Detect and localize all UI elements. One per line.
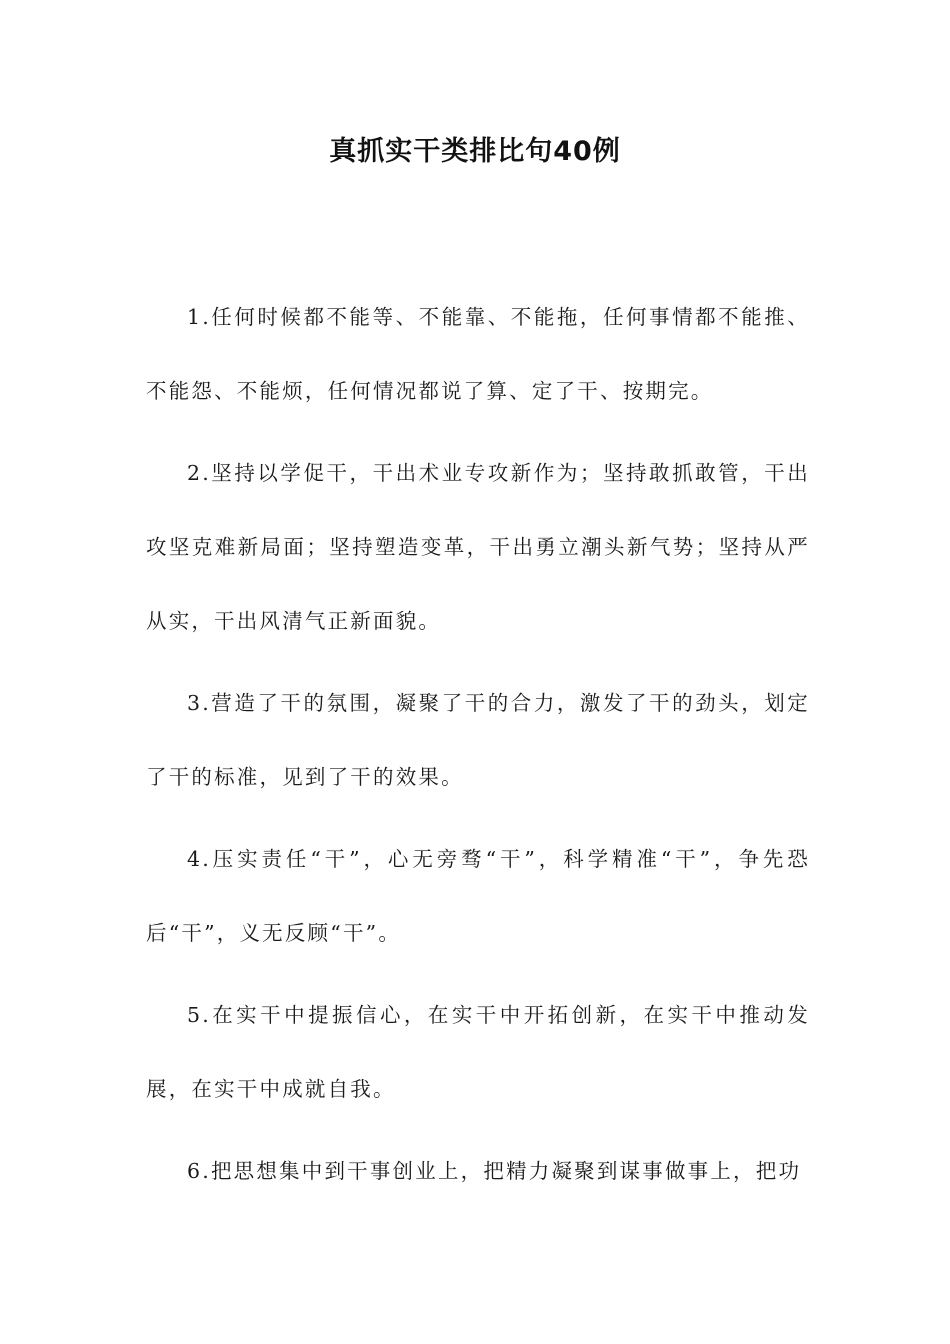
- document-title: 真抓实干类排比句40例: [329, 136, 621, 167]
- document-body: [146, 280, 810, 1208]
- paragraph-4: 4.压实责任“干”，心无旁骛“干”，科学精准“干”，争先恐后“干”，义无反顾“干”。: [146, 847, 810, 945]
- paragraph-5: 5.在实干中提振信心，在实干中开拓创新，在实干中推动发展，在实干中成就自我。: [146, 1003, 810, 1101]
- paragraph-3: 3.营造了干的氛围，凝聚了干的合力，激发了干的劲头，划定了干的标准，见到了干的效果。: [146, 691, 810, 789]
- paragraph-1: 1.任何时候都不能等、不能靠、不能拖，任何事情都不能推、不能怨、不能烦，任何情况都说了算、定了干、按期完。: [146, 305, 810, 403]
- paragraph-6: 6.把思想集中到干事创业上，把精力凝聚到谋事做事上，把功: [187, 1159, 802, 1183]
- paragraph-2: 2.坚持以学促干，干出术业专攻新作为；坚持敢抓敢管，干出攻坚克难新局面；坚持塑造变革，干出勇立潮头新气势；坚持从严从实，干出风清气正新面貌。: [146, 461, 810, 633]
